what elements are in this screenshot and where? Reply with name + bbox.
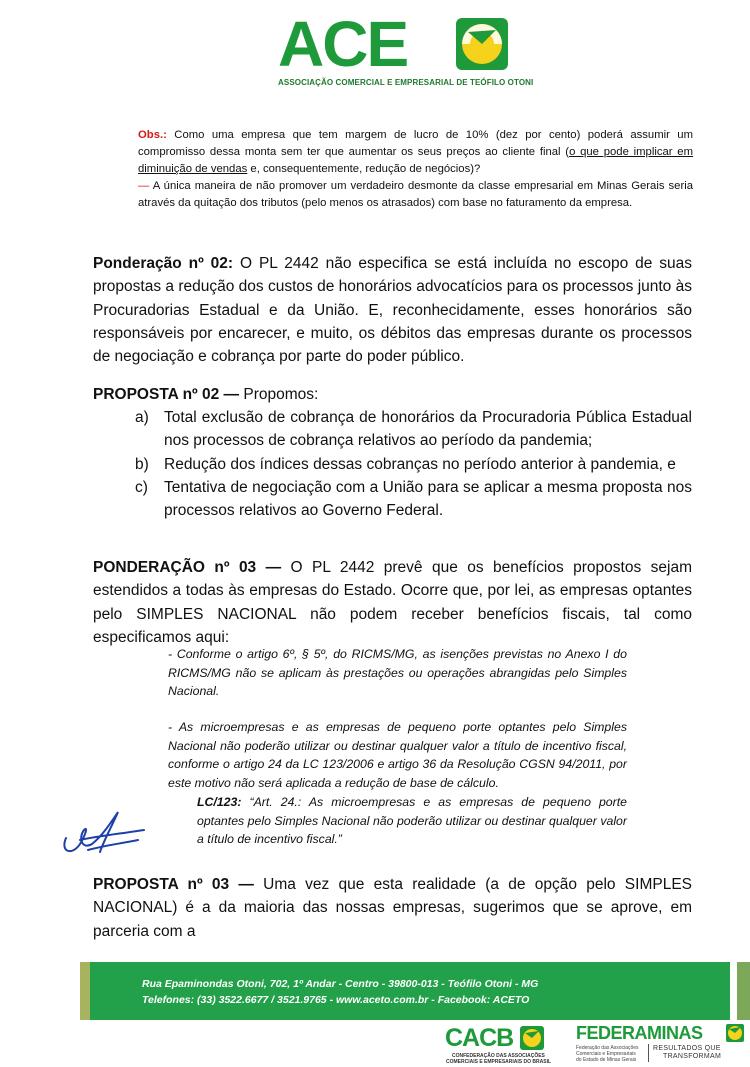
federaminas-sun-icon xyxy=(726,1024,744,1042)
ponderacao-02 xyxy=(93,252,692,368)
obs-text-1: Como uma empresa que tem margem de lucro de 10% (dez por cento) poderá assumir um compromisso dessa monta sem ter que aumentar os seus preços ao cliente final ( xyxy=(138,129,693,158)
ponderacao-03-label: PONDERAÇÃO nº 03 — xyxy=(93,559,282,576)
proposta-02-text: Propomos: xyxy=(239,386,319,403)
quote-art24-label: LC/123: xyxy=(197,795,242,809)
ace-logo xyxy=(278,8,534,92)
quote-art24 xyxy=(197,793,627,849)
cacb-logo xyxy=(440,1022,570,1066)
list-item xyxy=(135,453,692,476)
ponderacao-02-label: Ponderação nº 02: xyxy=(93,255,234,272)
list-item-text: Total exclusão de cobrança de honorários da Procuradoria Pública Estadual nos processos de cobrança relativos ao período da pandemia; xyxy=(164,409,692,450)
logo-wordmark: ACE xyxy=(278,8,408,80)
logo-subtitle: ASSOCIAÇÃO COMERCIAL E EMPRESARIAL DE TEÓFILO OTONI xyxy=(278,78,534,87)
sun-logo-icon xyxy=(456,18,508,70)
federaminas-logo xyxy=(576,1022,746,1066)
quote-lc123: - As microempresas e as empresas de pequeno porte optantes pelo Simples Nacional não poderão utilizar ou destinar qualquer valor a título de incentivo fiscal, conforme o artigo 24 da LC 123/2006 e artigo 36 da Resolução CGSN 94/2011, por este motivo não será aplicada a redução de base de cálculo. xyxy=(168,720,627,790)
obs-text-3: A única maneira de não promover um verdadeiro desmonte da classe empresarial em Minas Gerais seria através da quitação dos tributos (pelo menos os atrasados) com base no faturamento da empresa. xyxy=(138,180,693,209)
proposta-03 xyxy=(93,873,692,943)
quote-art24-text: “Art. 24.: As microempresas e as empresas de pequeno porte optantes pelo Simples Nacional não poderão utilizar ou destinar qualquer valor a título de incentivo fiscal.” xyxy=(197,795,627,847)
federaminas-sub-2: Comerciais e Empresariais xyxy=(576,1051,636,1057)
federaminas-wordmark: FEDERAMINAS xyxy=(576,1023,703,1043)
footer-contacts: Telefones: (33) 3522.6677 / 3521.9765 - www.aceto.com.br - Facebook: ACETO xyxy=(142,994,530,1006)
obs-dash: — xyxy=(138,180,150,192)
obs-label: Obs.: xyxy=(138,129,167,141)
ponderacao-03-text: O PL 2442 prevê que os benefícios propostos sejam estendidos a todas às empresas do Estado. Ocorre que, por lei, as empresas optantes pelo SIMPLES NACIONAL não podem receber benefícios fiscais, tal como especificamos aqui: xyxy=(93,559,692,646)
handwritten-signature xyxy=(58,800,148,860)
footer-right-stripe xyxy=(737,962,750,1020)
footer-band xyxy=(90,962,730,1020)
list-item-text: Tentativa de negociação com a União para se aplicar a mesma proposta nos processos relativos ao Governo Federal. xyxy=(164,478,692,520)
footer-left-stripe xyxy=(80,962,90,1020)
ponderacao-02-text: O PL 2442 não especifica se está incluída no escopo de suas propostas a redução dos custos de honorários advocatícios para os processos junto às Procuradorias Estadual e da União. E, reconhecidamente, esses honorários são responsáveis por encarecer, e muito, os débitos das empresas durante os processos de negociação e cobrança por parte do poder público. xyxy=(93,255,692,366)
cacb-subtitle-1: CONFEDERAÇÃO DAS ASSOCIAÇÕES xyxy=(452,1053,545,1059)
list-marker: b) xyxy=(135,455,149,473)
list-marker: c) xyxy=(135,478,148,496)
proposta-03-label: PROPOSTA nº 03 — xyxy=(93,876,254,893)
obs-text-2: e, consequentemente, redução de negócios)? xyxy=(247,163,481,175)
federaminas-sub-3: do Estado de Minas Gerais xyxy=(576,1057,637,1063)
federaminas-divider xyxy=(648,1044,649,1062)
cacb-subtitle-2: COMERCIAIS E EMPRESARIAIS DO BRASIL xyxy=(446,1059,552,1065)
footer-address: Rua Epaminondas Otoni, 702, 1º Andar - Centro - 39800-013 - Teófilo Otoni - MG xyxy=(142,978,539,990)
proposta-02-label: PROPOSTA nº 02 — xyxy=(93,386,240,403)
federaminas-subtitle xyxy=(576,1045,639,1063)
list-item xyxy=(135,476,692,523)
obs-note xyxy=(138,127,693,212)
proposta-02-list xyxy=(135,406,692,522)
proposta-03-text: Uma vez que esta realidade (a de opção pelo SIMPLES NACIONAL) é a da maioria das nossas empresas, sugerimos que se aprove, em parceria com a xyxy=(93,876,693,940)
federaminas-sub-1: Federação das Associações xyxy=(576,1045,639,1051)
obs-underlined: o que pode implicar em diminuição de vendas xyxy=(138,146,693,175)
list-marker: a) xyxy=(135,409,149,426)
quote-ricms: - Conforme o artigo 6º, § 5º, do RICMS/MG, as isenções previstas no Anexo I do RICMS/MG não se aplicam às prestações ou operações abrangidas pelo Simples Nacional. xyxy=(168,647,627,699)
federaminas-slogan-2: TRANSFORMAM xyxy=(663,1053,722,1060)
list-item xyxy=(135,406,692,453)
federaminas-slogan-1: RESULTADOS QUE xyxy=(653,1045,721,1052)
ponderacao-03 xyxy=(93,556,692,649)
federaminas-slogan xyxy=(653,1045,721,1061)
list-item-text: Redução dos índices dessas cobranças no período anterior à pandemia, e xyxy=(164,455,676,473)
proposta-02-heading xyxy=(93,383,692,406)
cacb-sun-icon xyxy=(520,1026,544,1050)
cacb-wordmark: CACB xyxy=(445,1024,514,1052)
